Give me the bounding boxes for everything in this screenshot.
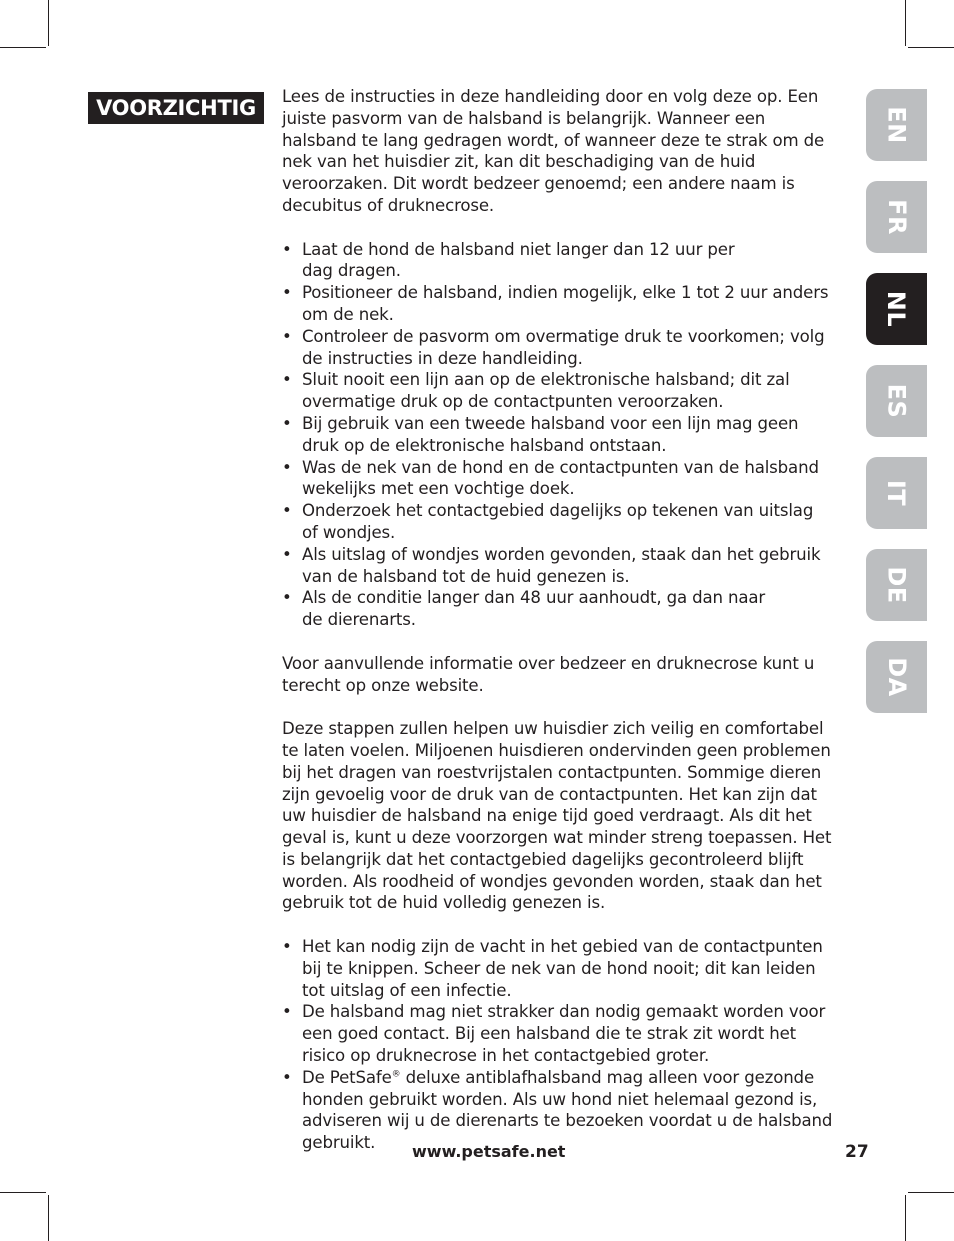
crop-mark — [0, 1192, 46, 1193]
list-item-text: • Onderzoek het contactgebied dagelijks op tekenen van uitslag — [302, 501, 814, 521]
crop-mark — [908, 47, 954, 48]
main-text — [282, 86, 840, 1154]
tab-label: ES — [882, 383, 911, 419]
list-item — [282, 544, 840, 588]
tab-es[interactable] — [866, 365, 927, 437]
tab-label: EN — [882, 106, 911, 144]
list-item: • Het kan nodig zijn de vacht in het gebied van de contactpunten bij te knippen. Scheer de nek van de hond nooit; dit kan leiden tot uitslag of een infectie. — [282, 936, 840, 1001]
tab-it[interactable] — [866, 457, 927, 529]
list-item — [282, 413, 840, 457]
page-number: 27 — [845, 1142, 869, 1162]
list-item-text: Sluit nooit een lijn aan op de elektronische halsband; dit zal overmatige druk op de contactpunten veroorzaken. — [302, 370, 790, 412]
care-instructions-list — [282, 239, 840, 631]
list-item-text: Controleer de pasvorm om overmatige druk te voorkomen; volg de instructies in deze handleiding. — [302, 326, 825, 368]
tab-label: NL — [882, 290, 911, 328]
precautions-list — [282, 936, 840, 1154]
tab-en[interactable] — [866, 89, 927, 161]
tab-da[interactable] — [866, 641, 927, 713]
crop-mark — [48, 0, 49, 46]
crop-mark — [905, 1195, 906, 1241]
footer-url[interactable]: www.petsafe.net — [412, 1142, 566, 1161]
list-item-text: • Laat de hond de halsband niet langer dan 12 uur per — [302, 239, 735, 259]
list-item-text: Als uitslag of wondjes worden gevonden, staak dan het gebruik van de halsband tot de huid genezen is. — [302, 544, 821, 586]
list-item-text: • Als de conditie langer dan 48 uur aanhoudt, ga dan naar — [302, 588, 766, 608]
intro-paragraph: Lees de instructies in deze handleiding door en volg deze op. Een juiste pasvorm van de halsband is belangrijk. Wanneer een halsband te lang gedragen wordt, of wanneer deze te strak om de nek van het huisdier zit, kan dit beschadiging van de huid veroorzaken. Dit wordt bedzeer genoemd; een andere naam is decubitus of druknecrose. — [282, 87, 825, 215]
steps-paragraph: Deze stappen zullen helpen uw huisdier zich veilig en comfortabel te laten voelen. Miljoenen huisdieren ondervinden geen problemen bij het dragen van roestvrijstalen contactpunten. Sommige dieren zijn gevoelig voor de druk van de contactpunten. Het kan zijn dat uw huisdier de halsband na enige tijd goed verdraagt. Als dit het geval is, kunt u deze voorzorgen wat minder streng toepassen. Het is belangrijk dat het contactgebied dagelijks gecontroleerd blijft worden. Als roodheid of wondjes gevonden worden, staak dan het gebruik tot de huid volledig genezen is. — [282, 719, 832, 913]
tab-nl[interactable] — [866, 273, 927, 345]
list-item-text: dag dragen. — [302, 261, 401, 281]
list-item-text: of wondjes. — [302, 522, 396, 542]
list-item-text: De PetSafe — [302, 1067, 392, 1087]
list-item — [282, 369, 840, 413]
tab-de[interactable] — [866, 549, 927, 621]
caution-heading: VOORZICHTIG — [88, 92, 264, 124]
tab-label: FR — [882, 199, 911, 235]
list-item-text: deluxe antiblafhalsband mag alleen voor gezonde honden gebruikt worden. Als uw hond niet helemaal gezond is, adviseren wij u de dierenarts te bezoeken voordat u de halsband gebruikt. — [302, 1067, 833, 1153]
tab-label: DA — [882, 657, 911, 697]
list-item — [282, 326, 840, 370]
crop-mark — [0, 47, 46, 48]
list-item-text: Was de nek van de hond en de contactpunten van de halsband wekelijks met een vochtige doek. — [302, 457, 819, 499]
list-item-text: Positioneer de halsband, indien mogelijk, elke 1 tot 2 uur anders om de nek. — [302, 283, 829, 324]
list-item — [282, 1067, 840, 1154]
crop-mark — [905, 0, 906, 46]
registered-mark: ® — [391, 1069, 401, 1080]
list-item — [282, 282, 840, 326]
list-item — [282, 239, 840, 283]
info-paragraph: Voor aanvullende informatie over bedzeer en druknecrose kunt u terecht op onze website. — [282, 653, 815, 695]
list-item-text: Bij gebruik van een tweede halsband voor een lijn mag geen druk op de elektronische halsband ontstaan. — [302, 413, 799, 455]
crop-mark — [48, 1195, 49, 1241]
tab-fr[interactable] — [866, 181, 927, 253]
list-item — [282, 500, 840, 544]
tab-label: DE — [882, 566, 911, 604]
list-item — [282, 457, 840, 501]
tab-label: IT — [882, 479, 911, 507]
list-item — [282, 587, 840, 631]
crop-mark — [908, 1192, 954, 1193]
list-item: • De halsband mag niet strakker dan nodig gemaakt worden voor een goed contact. Bij een halsband die te strak zit wordt het risico op druknecrose in het contactgebied groter. — [282, 1001, 840, 1066]
list-item-text: de dierenarts. — [302, 610, 416, 630]
